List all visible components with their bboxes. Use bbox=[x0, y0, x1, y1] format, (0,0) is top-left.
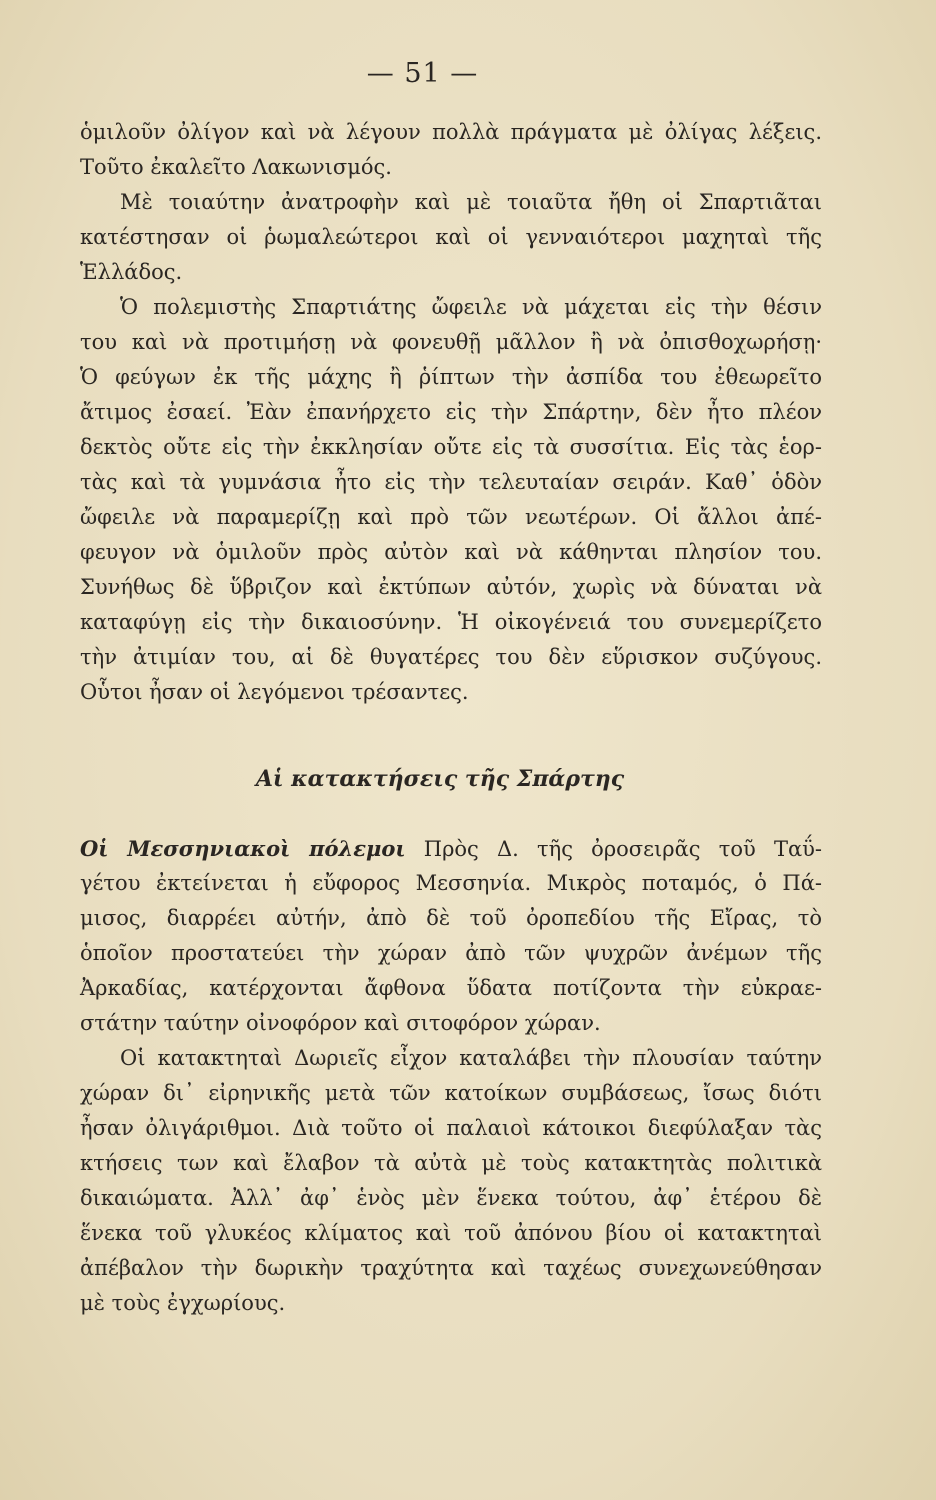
text-line: ἕνεκα τοῦ γλυκέος κλίματος καὶ τοῦ ἀπόνου βίου οἱ κατακτηταὶ bbox=[80, 1221, 822, 1245]
text-line: Ὁ πολεμιστὴς Σπαρτιάτης ὤφειλε νὰ μάχεται εἰς τὴν θέσιν bbox=[120, 295, 822, 319]
text-line: χώραν δι᾽ εἰρηνικῆς μετὰ τῶν κατοίκων συμβάσεως, ἴσως διότι bbox=[80, 1081, 822, 1105]
text-line: τὰς καὶ τὰ γυμνάσια ἦτο εἰς τὴν τελευταίαν σειράν. Καθ᾽ ὁδὸν bbox=[80, 470, 822, 494]
text-line: δικαιώματα. Ἀλλ᾽ ἀφ᾽ ἑνὸς μὲν ἕνεκα τούτου, ἀφ᾽ ἑτέρου δὲ bbox=[80, 1186, 822, 1210]
text-block-lower bbox=[80, 831, 822, 1321]
text-line: γέτου ἐκτείνεται ἡ εὔφορος Μεσσηνία. Μικρὸς ποταμός, ὁ Πά- bbox=[80, 871, 822, 895]
text-line: κατέστησαν οἱ ῥωμαλεώτεροι καὶ οἱ γενναιότεροι μαχηταὶ τῆς bbox=[80, 225, 822, 249]
text-line: του καὶ νὰ προτιμήσῃ νὰ φονευθῇ μᾶλλον ἢ νὰ ὀπισθοχωρήσῃ· bbox=[80, 330, 822, 354]
page-number: — 51 — bbox=[366, 58, 479, 89]
text-line bbox=[80, 831, 822, 866]
section-heading: Αἱ κατακτήσεις τῆς Σπάρτης bbox=[255, 766, 625, 792]
text-line: στάτην ταύτην οἰνοφόρον καὶ σιτοφόρον χώραν. bbox=[80, 1011, 601, 1035]
text-run: Πρὸς Δ. τῆς ὀροσειρᾶς τοῦ Ταΰ- bbox=[423, 837, 822, 861]
text-line: μισος, διαρρέει αὐτήν, ἀπὸ δὲ τοῦ ὀροπεδίου τῆς Εἴρας, τὸ bbox=[80, 906, 822, 930]
text-line: δεκτὸς οὔτε εἰς τὴν ἐκκλησίαν οὔτε εἰς τὰ συσσίτια. Εἰς τὰς ἑορ- bbox=[80, 435, 822, 459]
text-line: Συνήθως δὲ ὕβριζον καὶ ἐκτύπων αὐτόν, χωρὶς νὰ δύναται νὰ bbox=[80, 575, 822, 599]
text-line: φευγον νὰ ὁμιλοῦν πρὸς αὐτὸν καὶ νὰ κάθηνται πλησίον του. bbox=[80, 540, 822, 564]
text-line: ὁμιλοῦν ὀλίγον καὶ νὰ λέγουν πολλὰ πράγματα μὲ ὀλίγας λέξεις. bbox=[80, 120, 822, 144]
text-line: Μὲ τοιαύτην ἀνατροφὴν καὶ μὲ τοιαῦτα ἤθη οἱ Σπαρτιᾶται bbox=[120, 190, 822, 214]
text-line: Οἱ κατακτηταὶ Δωριεῖς εἶχον καταλάβει τὴν πλουσίαν ταύτην bbox=[120, 1046, 822, 1070]
text-line: ἄτιμος ἐσαεί. Ἐὰν ἐπανήρχετο εἰς τὴν Σπάρτην, δὲν ἦτο πλέον bbox=[80, 400, 822, 424]
text-line: τὴν ἀτιμίαν του, αἱ δὲ θυγατέρες του δὲν εὕρισκον συζύγους. bbox=[80, 645, 822, 669]
subsection-heading: Οἱ Μεσσηνιακοὶ πόλεμοι bbox=[80, 836, 406, 861]
text-line: Ἀρκαδίας, κατέρχονται ἄφθονα ὕδατα ποτίζοντα τὴν εὐκραε- bbox=[80, 976, 822, 1000]
text-line: ὁποῖον προστατεύει τὴν χώραν ἀπὸ τῶν ψυχρῶν ἀνέμων τῆς bbox=[80, 941, 822, 965]
text-line: Ἑλλάδος. bbox=[80, 260, 183, 284]
text-line: ἀπέβαλον τὴν δωρικὴν τραχύτητα καὶ ταχέως συνεχωνεύθησαν bbox=[80, 1256, 822, 1280]
text-line: κτήσεις των καὶ ἔλαβον τὰ αὐτὰ μὲ τοὺς κατακτητὰς πολιτικὰ bbox=[80, 1151, 822, 1175]
text-line: Τοῦτο ἐκαλεῖτο Λακωνισμός. bbox=[80, 155, 392, 179]
text-line: Οὗτοι ἦσαν οἱ λεγόμενοι τρέσαντες. bbox=[80, 680, 469, 704]
text-block-upper bbox=[80, 115, 822, 710]
text-line: Ὁ φεύγων ἐκ τῆς μάχης ἢ ῥίπτων τὴν ἀσπίδα του ἐθεωρεῖτο bbox=[80, 365, 822, 389]
text-line: ἦσαν ὀλιγάριθμοι. Διὰ τοῦτο οἱ παλαιοὶ κάτοικοι διεφύλαξαν τὰς bbox=[80, 1116, 822, 1140]
text-line: μὲ τοὺς ἐγχωρίους. bbox=[80, 1291, 286, 1315]
text-line: καταφύγῃ εἰς τὴν δικαιοσύνην. Ἡ οἰκογένειά του συνεμερίζετο bbox=[80, 610, 822, 634]
text-line: ὤφειλε νὰ παραμερίζῃ καὶ πρὸ τῶν νεωτέρων. Οἱ ἄλλοι ἀπέ- bbox=[80, 505, 822, 529]
